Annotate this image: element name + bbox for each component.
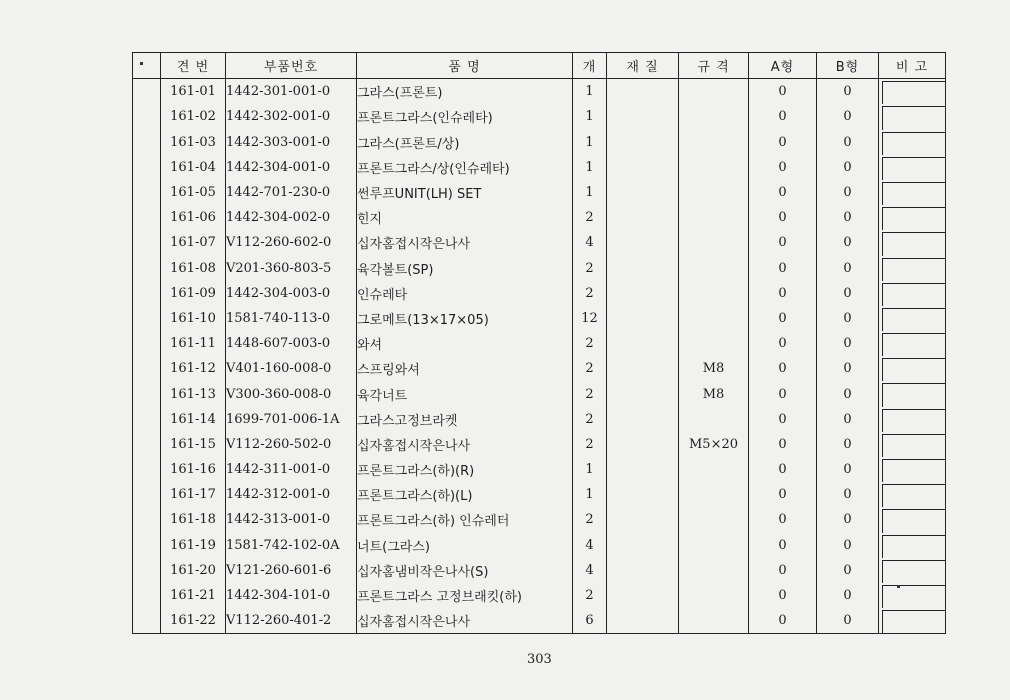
note-box bbox=[882, 509, 946, 532]
note-box bbox=[882, 258, 946, 281]
header-material: 재 질 bbox=[607, 53, 679, 79]
cell-material bbox=[607, 583, 679, 608]
cell-note bbox=[879, 104, 946, 129]
cell-part-no: V201-360-803-5 bbox=[226, 256, 357, 281]
cell-spec bbox=[679, 180, 749, 205]
row-gap bbox=[133, 281, 161, 306]
cell-b-type: 0 bbox=[817, 356, 879, 381]
row-gap bbox=[133, 155, 161, 180]
cell-part-name: 프론트그라스/상(인슈레타) bbox=[357, 155, 573, 180]
cell-part-no: 1442-311-001-0 bbox=[226, 457, 357, 482]
table-row bbox=[133, 79, 946, 105]
row-gap bbox=[133, 256, 161, 281]
cell-part-name: 그라스(프론트/상) bbox=[357, 130, 573, 155]
cell-note bbox=[879, 130, 946, 155]
cell-item-no: 161-17 bbox=[161, 482, 226, 507]
cell-quantity: 1 bbox=[573, 482, 607, 507]
cell-b-type: 0 bbox=[817, 533, 879, 558]
cell-item-no: 161-04 bbox=[161, 155, 226, 180]
cell-material bbox=[607, 407, 679, 432]
cell-item-no: 161-06 bbox=[161, 205, 226, 230]
table-body bbox=[133, 79, 946, 634]
table-row bbox=[133, 482, 946, 507]
cell-part-no: 1448-607-003-0 bbox=[226, 331, 357, 356]
cell-a-type: 0 bbox=[749, 381, 817, 406]
cell-material bbox=[607, 558, 679, 583]
cell-part-name: 프론트그라스 고정브래킷(하) bbox=[357, 583, 573, 608]
cell-part-name: 십자홈접시작은나사 bbox=[357, 432, 573, 457]
cell-a-type: 0 bbox=[749, 205, 817, 230]
cell-spec bbox=[679, 281, 749, 306]
cell-spec bbox=[679, 155, 749, 180]
cell-quantity: 2 bbox=[573, 583, 607, 608]
cell-b-type: 0 bbox=[817, 331, 879, 356]
table-row bbox=[133, 507, 946, 532]
cell-quantity: 2 bbox=[573, 256, 607, 281]
cell-a-type: 0 bbox=[749, 356, 817, 381]
note-box bbox=[882, 484, 946, 507]
cell-note bbox=[879, 356, 946, 381]
cell-part-name: 그라스고정브라켓 bbox=[357, 407, 573, 432]
cell-part-name: 힌지 bbox=[357, 205, 573, 230]
note-box bbox=[882, 585, 946, 608]
cell-item-no: 161-08 bbox=[161, 256, 226, 281]
cell-item-no: 161-20 bbox=[161, 558, 226, 583]
cell-b-type: 0 bbox=[817, 306, 879, 331]
cell-material bbox=[607, 306, 679, 331]
cell-spec bbox=[679, 230, 749, 255]
cell-a-type: 0 bbox=[749, 130, 817, 155]
cell-quantity: 2 bbox=[573, 331, 607, 356]
cell-a-type: 0 bbox=[749, 407, 817, 432]
cell-b-type: 0 bbox=[817, 432, 879, 457]
cell-note bbox=[879, 281, 946, 306]
cell-quantity: 4 bbox=[573, 230, 607, 255]
note-box bbox=[882, 383, 946, 406]
row-gap bbox=[133, 205, 161, 230]
row-gap bbox=[133, 79, 161, 105]
cell-b-type: 0 bbox=[817, 205, 879, 230]
cell-quantity: 2 bbox=[573, 507, 607, 532]
cell-quantity: 1 bbox=[573, 180, 607, 205]
cell-quantity: 12 bbox=[573, 306, 607, 331]
cell-note bbox=[879, 482, 946, 507]
table-row bbox=[133, 356, 946, 381]
cell-spec bbox=[679, 407, 749, 432]
table-row bbox=[133, 306, 946, 331]
cell-b-type: 0 bbox=[817, 457, 879, 482]
note-box bbox=[882, 434, 946, 457]
cell-part-name: 인슈레타 bbox=[357, 281, 573, 306]
cell-part-no: 1442-304-001-0 bbox=[226, 155, 357, 180]
cell-part-name: 프론트그라스(인슈레타) bbox=[357, 104, 573, 129]
cell-note bbox=[879, 331, 946, 356]
cell-a-type: 0 bbox=[749, 256, 817, 281]
cell-material bbox=[607, 104, 679, 129]
note-box bbox=[882, 157, 946, 180]
header-spec: 규 격 bbox=[679, 53, 749, 79]
cell-material bbox=[607, 381, 679, 406]
cell-material bbox=[607, 356, 679, 381]
cell-b-type: 0 bbox=[817, 180, 879, 205]
cell-material bbox=[607, 155, 679, 180]
cell-note bbox=[879, 256, 946, 281]
cell-part-no: V300-360-008-0 bbox=[226, 381, 357, 406]
cell-item-no: 161-10 bbox=[161, 306, 226, 331]
cell-spec bbox=[679, 205, 749, 230]
cell-item-no: 161-21 bbox=[161, 583, 226, 608]
note-box bbox=[882, 132, 946, 155]
cell-quantity: 2 bbox=[573, 281, 607, 306]
row-gap bbox=[133, 230, 161, 255]
cell-part-no: 1442-303-001-0 bbox=[226, 130, 357, 155]
cell-a-type: 0 bbox=[749, 155, 817, 180]
table-row bbox=[133, 281, 946, 306]
cell-spec bbox=[679, 482, 749, 507]
cell-b-type: 0 bbox=[817, 155, 879, 180]
cell-a-type: 0 bbox=[749, 583, 817, 608]
cell-item-no: 161-12 bbox=[161, 356, 226, 381]
cell-part-no: 1581-740-113-0 bbox=[226, 306, 357, 331]
cell-part-no: V112-260-502-0 bbox=[226, 432, 357, 457]
cell-quantity: 1 bbox=[573, 155, 607, 180]
cell-item-no: 161-14 bbox=[161, 407, 226, 432]
cell-item-no: 161-09 bbox=[161, 281, 226, 306]
cell-part-no: 1442-313-001-0 bbox=[226, 507, 357, 532]
cell-material bbox=[607, 482, 679, 507]
parts-table bbox=[132, 52, 946, 634]
cell-part-no: 1442-301-001-0 bbox=[226, 79, 357, 105]
cell-note bbox=[879, 432, 946, 457]
header-part-name: 품 명 bbox=[357, 53, 573, 79]
header-gap bbox=[133, 53, 161, 79]
cell-item-no: 161-05 bbox=[161, 180, 226, 205]
table-row bbox=[133, 130, 946, 155]
cell-note bbox=[879, 533, 946, 558]
cell-part-name: 육각너트 bbox=[357, 381, 573, 406]
table-row bbox=[133, 583, 946, 608]
cell-a-type: 0 bbox=[749, 558, 817, 583]
table-row bbox=[133, 432, 946, 457]
cell-b-type: 0 bbox=[817, 281, 879, 306]
cell-b-type: 0 bbox=[817, 583, 879, 608]
cell-quantity: 2 bbox=[573, 205, 607, 230]
note-box bbox=[882, 81, 946, 104]
cell-b-type: 0 bbox=[817, 130, 879, 155]
table-row bbox=[133, 205, 946, 230]
cell-quantity: 1 bbox=[573, 79, 607, 105]
table-row bbox=[133, 104, 946, 129]
note-box bbox=[882, 182, 946, 205]
cell-part-no: V401-160-008-0 bbox=[226, 356, 357, 381]
cell-item-no: 161-15 bbox=[161, 432, 226, 457]
cell-material bbox=[607, 533, 679, 558]
cell-item-no: 161-02 bbox=[161, 104, 226, 129]
row-gap bbox=[133, 457, 161, 482]
cell-note bbox=[879, 507, 946, 532]
cell-quantity: 2 bbox=[573, 356, 607, 381]
cell-b-type: 0 bbox=[817, 507, 879, 532]
cell-material bbox=[607, 507, 679, 532]
cell-part-no: 1699-701-006-1A bbox=[226, 407, 357, 432]
cell-a-type: 0 bbox=[749, 306, 817, 331]
cell-material bbox=[607, 230, 679, 255]
note-box bbox=[882, 459, 946, 482]
cell-note bbox=[879, 583, 946, 608]
cell-a-type: 0 bbox=[749, 482, 817, 507]
cell-a-type: 0 bbox=[749, 533, 817, 558]
header-a-type: A형 bbox=[749, 53, 817, 79]
cell-note bbox=[879, 457, 946, 482]
scan-mark bbox=[140, 62, 143, 65]
cell-b-type: 0 bbox=[817, 482, 879, 507]
table-row bbox=[133, 331, 946, 356]
cell-part-no: 1442-312-001-0 bbox=[226, 482, 357, 507]
row-gap bbox=[133, 180, 161, 205]
row-gap bbox=[133, 331, 161, 356]
cell-item-no: 161-19 bbox=[161, 533, 226, 558]
cell-item-no: 161-11 bbox=[161, 331, 226, 356]
cell-a-type: 0 bbox=[749, 432, 817, 457]
row-gap bbox=[133, 583, 161, 608]
cell-material bbox=[607, 432, 679, 457]
cell-spec: M8 bbox=[679, 356, 749, 381]
cell-material bbox=[607, 256, 679, 281]
table-row bbox=[133, 230, 946, 255]
cell-b-type: 0 bbox=[817, 104, 879, 129]
cell-part-no: 1581-742-102-0A bbox=[226, 533, 357, 558]
cell-note bbox=[879, 155, 946, 180]
cell-part-name: 스프링와셔 bbox=[357, 356, 573, 381]
row-gap bbox=[133, 407, 161, 432]
note-box bbox=[882, 535, 946, 558]
cell-material bbox=[607, 331, 679, 356]
table-row bbox=[133, 457, 946, 482]
cell-spec bbox=[679, 306, 749, 331]
cell-material bbox=[607, 281, 679, 306]
cell-a-type: 0 bbox=[749, 507, 817, 532]
cell-material bbox=[607, 180, 679, 205]
table-row bbox=[133, 256, 946, 281]
cell-part-name: 그로메트(13×17×05) bbox=[357, 306, 573, 331]
cell-spec bbox=[679, 256, 749, 281]
note-box bbox=[882, 308, 946, 331]
row-gap bbox=[133, 558, 161, 583]
cell-quantity: 1 bbox=[573, 457, 607, 482]
note-box bbox=[882, 333, 946, 356]
cell-spec bbox=[679, 507, 749, 532]
page-number: 303 bbox=[527, 652, 552, 667]
cell-item-no: 161-07 bbox=[161, 230, 226, 255]
cell-part-no: 1442-304-003-0 bbox=[226, 281, 357, 306]
row-gap bbox=[133, 608, 161, 634]
cell-a-type: 0 bbox=[749, 230, 817, 255]
cell-spec bbox=[679, 533, 749, 558]
header-note: 비 고 bbox=[879, 53, 946, 79]
cell-part-name: 프론트그라스(하)(R) bbox=[357, 457, 573, 482]
cell-item-no: 161-22 bbox=[161, 608, 226, 634]
cell-quantity: 2 bbox=[573, 381, 607, 406]
cell-item-no: 161-01 bbox=[161, 79, 226, 105]
note-box bbox=[882, 409, 946, 432]
cell-spec bbox=[679, 583, 749, 608]
cell-part-name: 와셔 bbox=[357, 331, 573, 356]
header-quantity: 개 bbox=[573, 53, 607, 79]
table-row bbox=[133, 533, 946, 558]
cell-part-no: V112-260-602-0 bbox=[226, 230, 357, 255]
cell-quantity: 4 bbox=[573, 533, 607, 558]
cell-part-no: 1442-302-001-0 bbox=[226, 104, 357, 129]
cell-b-type: 0 bbox=[817, 407, 879, 432]
cell-quantity: 6 bbox=[573, 608, 607, 634]
note-box bbox=[882, 610, 946, 634]
cell-b-type: 0 bbox=[817, 230, 879, 255]
cell-part-name: 그라스(프론트) bbox=[357, 79, 573, 105]
cell-spec bbox=[679, 457, 749, 482]
note-box bbox=[882, 106, 946, 129]
row-gap bbox=[133, 356, 161, 381]
cell-part-name: 십자홈접시작은나사 bbox=[357, 608, 573, 634]
cell-material bbox=[607, 205, 679, 230]
table-row bbox=[133, 180, 946, 205]
header-item-no: 견 번 bbox=[161, 53, 226, 79]
cell-material bbox=[607, 457, 679, 482]
row-gap bbox=[133, 381, 161, 406]
cell-note bbox=[879, 230, 946, 255]
note-box bbox=[882, 358, 946, 381]
cell-note bbox=[879, 558, 946, 583]
cell-material bbox=[607, 608, 679, 634]
cell-note bbox=[879, 381, 946, 406]
note-box bbox=[882, 207, 946, 230]
row-gap bbox=[133, 432, 161, 457]
cell-note bbox=[879, 180, 946, 205]
cell-material bbox=[607, 79, 679, 105]
cell-a-type: 0 bbox=[749, 180, 817, 205]
cell-part-no: 1442-304-101-0 bbox=[226, 583, 357, 608]
cell-item-no: 161-03 bbox=[161, 130, 226, 155]
cell-note bbox=[879, 306, 946, 331]
scan-mark bbox=[897, 585, 900, 588]
table-row bbox=[133, 558, 946, 583]
cell-quantity: 2 bbox=[573, 407, 607, 432]
cell-b-type: 0 bbox=[817, 558, 879, 583]
cell-a-type: 0 bbox=[749, 79, 817, 105]
cell-spec bbox=[679, 104, 749, 129]
table-row bbox=[133, 608, 946, 634]
cell-quantity: 2 bbox=[573, 432, 607, 457]
cell-material bbox=[607, 130, 679, 155]
cell-part-name: 육각볼트(SP) bbox=[357, 256, 573, 281]
table-row bbox=[133, 155, 946, 180]
cell-spec bbox=[679, 331, 749, 356]
cell-spec bbox=[679, 558, 749, 583]
cell-part-no: 1442-701-230-0 bbox=[226, 180, 357, 205]
cell-part-name: 십자홈냄비작은나사(S) bbox=[357, 558, 573, 583]
cell-b-type: 0 bbox=[817, 608, 879, 634]
cell-a-type: 0 bbox=[749, 331, 817, 356]
cell-spec: M5×20 bbox=[679, 432, 749, 457]
header-b-type: B형 bbox=[817, 53, 879, 79]
cell-b-type: 0 bbox=[817, 381, 879, 406]
cell-quantity: 1 bbox=[573, 104, 607, 129]
cell-quantity: 1 bbox=[573, 130, 607, 155]
note-box bbox=[882, 232, 946, 255]
cell-part-name: 프론트그라스(하) 인슈레터 bbox=[357, 507, 573, 532]
row-gap bbox=[133, 533, 161, 558]
cell-b-type: 0 bbox=[817, 79, 879, 105]
cell-item-no: 161-16 bbox=[161, 457, 226, 482]
cell-part-no: V121-260-601-6 bbox=[226, 558, 357, 583]
cell-part-name: 십자홈접시작은나사 bbox=[357, 230, 573, 255]
cell-spec: M8 bbox=[679, 381, 749, 406]
cell-item-no: 161-18 bbox=[161, 507, 226, 532]
cell-quantity: 4 bbox=[573, 558, 607, 583]
table-row bbox=[133, 407, 946, 432]
cell-note bbox=[879, 608, 946, 634]
row-gap bbox=[133, 482, 161, 507]
cell-b-type: 0 bbox=[817, 256, 879, 281]
table-header-row bbox=[133, 53, 946, 79]
cell-part-name: 프론트그라스(하)(L) bbox=[357, 482, 573, 507]
header-part-no: 부품번호 bbox=[226, 53, 357, 79]
cell-note bbox=[879, 407, 946, 432]
note-box bbox=[882, 283, 946, 306]
cell-a-type: 0 bbox=[749, 457, 817, 482]
cell-part-no: 1442-304-002-0 bbox=[226, 205, 357, 230]
table-row bbox=[133, 381, 946, 406]
cell-item-no: 161-13 bbox=[161, 381, 226, 406]
cell-part-name: 너트(그라스) bbox=[357, 533, 573, 558]
row-gap bbox=[133, 104, 161, 129]
row-gap bbox=[133, 507, 161, 532]
cell-spec bbox=[679, 79, 749, 105]
row-gap bbox=[133, 130, 161, 155]
cell-part-name: 썬루프UNIT(LH) SET bbox=[357, 180, 573, 205]
cell-a-type: 0 bbox=[749, 104, 817, 129]
cell-a-type: 0 bbox=[749, 281, 817, 306]
note-box bbox=[882, 560, 946, 583]
cell-note bbox=[879, 205, 946, 230]
cell-part-no: V112-260-401-2 bbox=[226, 608, 357, 634]
cell-spec bbox=[679, 608, 749, 634]
cell-note bbox=[879, 79, 946, 105]
row-gap bbox=[133, 306, 161, 331]
cell-a-type: 0 bbox=[749, 608, 817, 634]
cell-spec bbox=[679, 130, 749, 155]
